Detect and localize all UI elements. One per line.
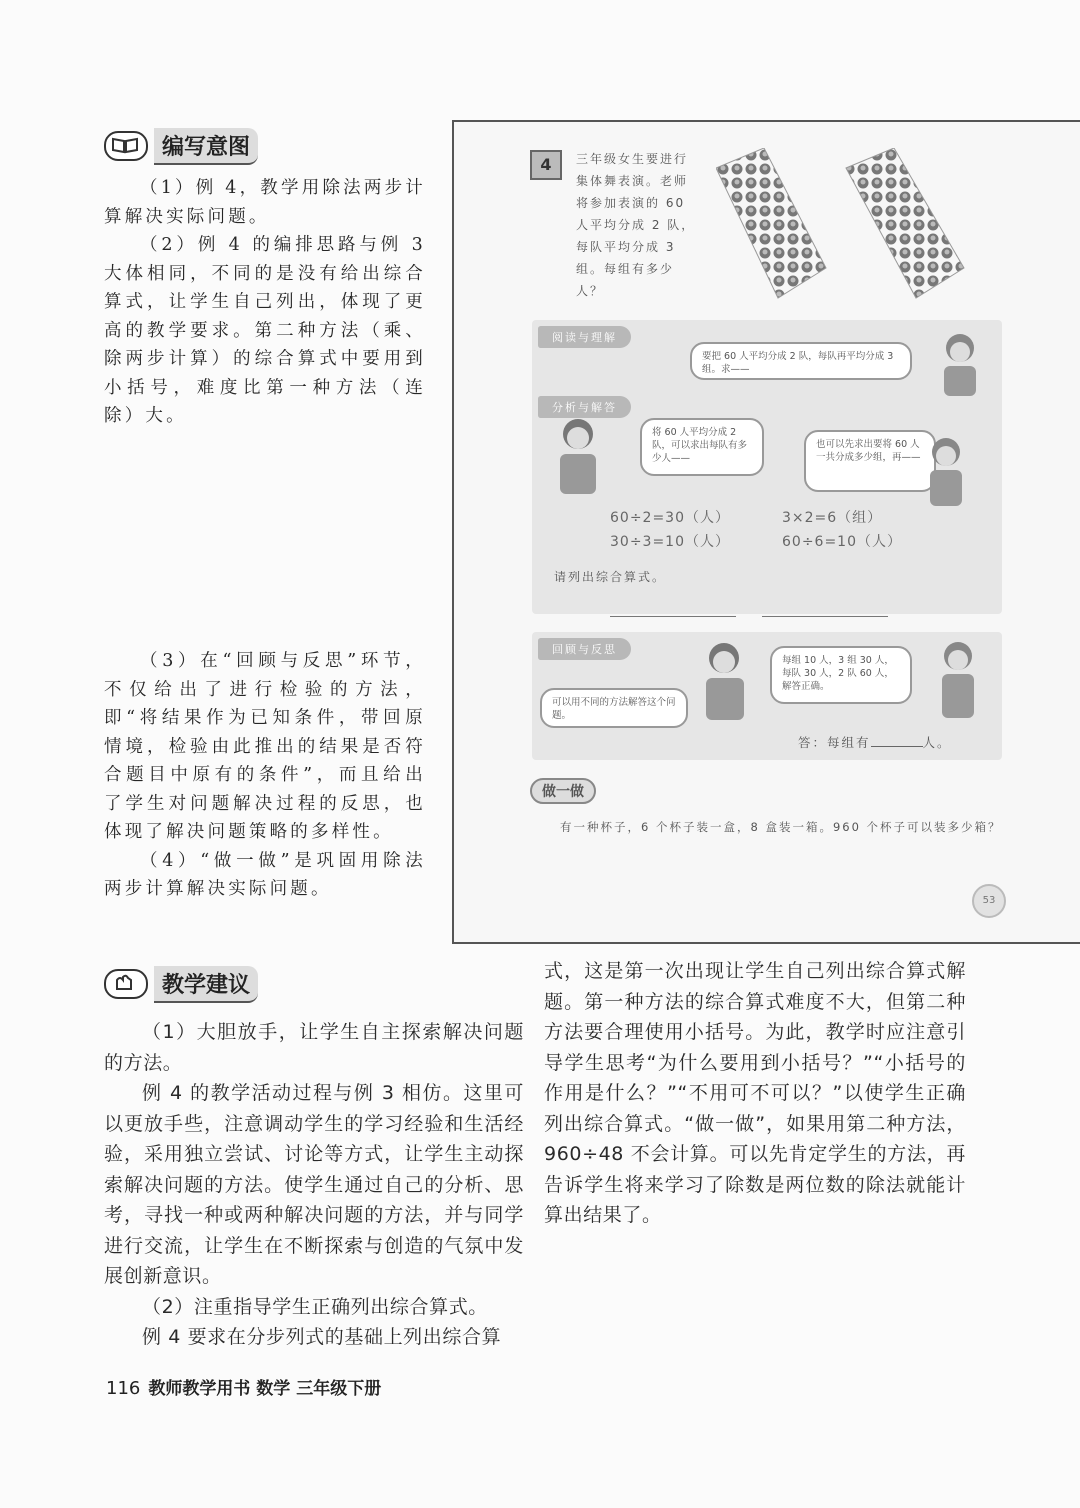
speech-bubble-review-girl: 每组 10 人，3 组 30 人，每队 30 人，2 队 60 人，解答正确。: [770, 646, 912, 704]
page-footer: [106, 1374, 381, 1399]
calc-step-3: 3×2=6（组）: [782, 510, 883, 526]
section-title: 教学建议: [154, 966, 258, 1003]
calc-method-2: [782, 506, 902, 554]
answer-suffix: 人。: [922, 735, 952, 750]
book-title: 教师教学用书 数学 三年级下册: [148, 1379, 382, 1399]
example-number-badge: 4: [530, 150, 562, 180]
textbook-page-number: 53: [972, 884, 1006, 918]
section-header-suggestions: [104, 966, 258, 1002]
textbook-page-figure: [452, 120, 1080, 944]
answer-prefix: 答：每组有: [798, 735, 871, 750]
page-number: 116: [106, 1378, 141, 1399]
answer-blank-3: [871, 746, 923, 747]
calc-step-1: 60÷2=30（人）: [610, 510, 730, 526]
boy-illustration: [550, 416, 606, 500]
answer-sentence: [798, 732, 952, 754]
section-title: 编写意图: [154, 128, 258, 165]
review-reflection-tag: 回顾与反思: [538, 638, 631, 660]
suggestion-paragraph-1: （1）大胆放手，让学生自主探索解决问题的方法。: [104, 1021, 524, 1074]
girl-illustration: [930, 330, 990, 398]
intent-paragraph-3: （3）在“回顾与反思”环节，不仅给出了进行检验的方法，即“将结果作为已知条件，带回原情境，检验由此推出的结果是否符合题目中原有的条件”，而且给出了学生对问题解决过程的反思，也体现了解决问题策略的多样性。: [104, 651, 426, 842]
calc-method-1: [610, 506, 730, 554]
suggestion-paragraph-2: 例 4 的教学活动过程与例 3 相仿。这里可以更放手些，注意调动学生的学习经验和生活经验，采用独立尝试、讨论等方式，让学生主动探索解决问题的方法。使学生通过自己的分析、思考，寻找一种或两种解决问题的方法，并与同学进行交流，让学生在不断探索与创造的气氛中发展创新意识。: [104, 1082, 524, 1287]
combined-formula-prompt: 请列出综合算式。: [554, 570, 667, 584]
example-problem-text: 三年级女生要进行集体舞表演。老师将参加表演的 60 人平均分成 2 队，每队平均分成 3 组。每组有多少人？: [576, 152, 696, 298]
answer-blank-2: [762, 616, 888, 617]
calc-step-2: 30÷3=10（人）: [610, 534, 730, 550]
section-header-intent: [104, 128, 258, 164]
students-crowd-illustration: [716, 148, 1036, 308]
suggestions-right-column: [544, 956, 966, 1231]
book-icon: [104, 131, 148, 161]
suggestion-paragraph-4-cont: 式，这是第一次出现让学生自己列出综合算式解题。第一种方法的综合算式难度不大，但第二种方法要合理使用小括号。为此，教学时应注意引导学生思考“为什么要用到小括号？”“小括号的作用是什么？”“不用可不可以？”以使学生正确列出综合算式。“做一做”，如果用第二种方法，960÷48 不会计算。可以先肯定学生的方法，再告诉学生将来学习了除数是两位数的除法就能计算出结果了。: [544, 960, 966, 1226]
boy-waving-illustration: [692, 638, 762, 728]
intent-text-bottom: [104, 647, 426, 904]
speech-bubble-review-boy: 可以用不同的方法解答这个问题。: [540, 688, 688, 728]
speech-bubble-boy: 将 60 人平均分成 2 队，可以求出每队有多少人——: [640, 418, 764, 476]
intent-paragraph-2: （2）例 4 的编排思路与例 3 大体相同，不同的是没有给出综合算式，让学生自己列出，体现了更高的教学要求。第二种方法（乘、除两步计算）的综合算式中要用到小括号，难度比第一种方法（连除）大。: [104, 235, 426, 426]
speech-bubble-girl: 也可以先求出要将 60 人一共分成多少组，再——: [804, 430, 936, 492]
reading-understanding-tag: 阅读与理解: [538, 326, 631, 348]
intent-paragraph-1: （1）例 4，教学用除法两步计算解决实际问题。: [104, 178, 426, 227]
practice-label: 做一做: [530, 778, 596, 804]
intent-text-top: [104, 174, 426, 431]
intent-paragraph-4: （4）“做一做”是巩固用除法两步计算解决实际问题。: [104, 850, 426, 899]
practice-question: 有一种杯子，6 个杯子装一盒，8 盒装一箱。960 个杯子可以装多少箱？: [560, 820, 1002, 834]
calc-step-4: 60÷6=10（人）: [782, 534, 902, 550]
suggestion-paragraph-3: （2）注重指导学生正确列出综合算式。: [142, 1295, 488, 1318]
suggestions-left-column: [104, 1017, 524, 1353]
girl-review-illustration: [928, 638, 988, 728]
answer-blank-1: [610, 616, 736, 617]
hand-icon: [104, 969, 148, 999]
girl-thinking-illustration: [916, 434, 976, 510]
speech-bubble-reading: 要把 60 人平均分成 2 队，每队再平均分成 3 组。求——: [690, 342, 912, 380]
suggestion-paragraph-4: 例 4 要求在分步列式的基础上列出综合算: [142, 1326, 502, 1348]
analysis-solving-tag: 分析与解答: [538, 396, 631, 418]
